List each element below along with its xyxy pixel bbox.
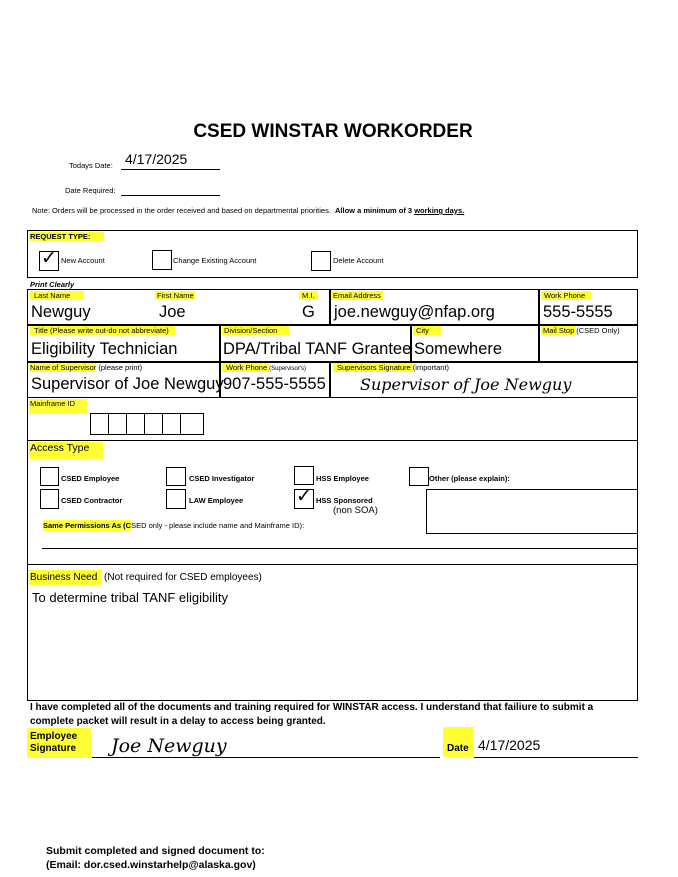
business-need-box [27, 564, 638, 701]
submit-line-1: Submit completed and signed document to: [46, 845, 265, 857]
city-label: City [413, 326, 441, 335]
division-value[interactable]: DPA/Tribal TANF Grantee [223, 340, 412, 358]
new-account-checkbox[interactable] [39, 247, 59, 271]
job-title-label: Title (Please write out-do not abbreviate) [30, 326, 175, 335]
hss-sponsored-sub: (non SOA) [333, 505, 378, 516]
csed-employee-checkbox[interactable] [40, 467, 59, 486]
mainframe-char-1[interactable] [90, 413, 109, 435]
note-text: Note: Orders will be processed in the order received and based on departmental priorities. [32, 206, 331, 215]
supervisor-value[interactable]: Supervisor of Joe Newguy [31, 375, 224, 393]
law-employee-checkbox[interactable] [166, 489, 186, 509]
check-icon: ✓ [41, 247, 57, 269]
check-icon: ✓ [296, 485, 312, 507]
first-name-value[interactable]: Joe [159, 303, 186, 321]
change-account-label: Change Existing Account [173, 256, 257, 265]
form-title: CSED WINSTAR WORKORDER [193, 121, 473, 142]
last-name-label: Last Name [30, 291, 84, 300]
sup-phone-note: (Supervisor's) [269, 366, 306, 372]
email-value[interactable]: joe.newguy@nfap.org [334, 303, 495, 321]
business-need-heading [29, 571, 262, 584]
business-need-label: Business Need [29, 570, 101, 585]
law-employee-label: LAW Employee [189, 496, 244, 505]
mi-value[interactable]: G [302, 303, 315, 321]
todays-date-line [121, 169, 220, 170]
csed-investigator-label: CSED Investigator [189, 474, 255, 483]
employee-sig-label [27, 728, 91, 758]
new-account-label: New Account [61, 256, 105, 265]
access-type-label: Access Type [29, 442, 103, 459]
mailstop-note: (CSED Only) [576, 326, 620, 335]
info-grid-col-phone [538, 289, 540, 361]
email-label: Email Address [333, 291, 381, 300]
mainframe-char-6[interactable] [180, 413, 199, 435]
sup-phone-value[interactable]: 907-555-5555 [223, 375, 326, 393]
print-clearly-label: Print Clearly [30, 280, 75, 289]
info-grid-col-supsig [329, 361, 331, 398]
change-account-checkbox[interactable] [152, 250, 172, 270]
request-type-label: REQUEST TYPE: [29, 232, 104, 241]
employee-sig-label-1: Employee [30, 731, 78, 742]
mainframe-char-7[interactable] [198, 413, 204, 435]
hss-employee-checkbox[interactable] [294, 466, 314, 485]
same-permissions-line[interactable] [42, 548, 638, 549]
hss-employee-label: HSS Employee [316, 474, 369, 483]
supervisor-note: (please print) [98, 363, 143, 372]
sup-sig-note: (important) [412, 363, 450, 372]
mainframe-char-3[interactable] [126, 413, 145, 435]
hss-sponsored-label: HSS Sponsored [316, 496, 373, 505]
work-phone-value[interactable]: 555-5555 [543, 303, 613, 321]
supervisor-signature[interactable]: Supervisor of Joe Newguy [360, 375, 572, 394]
delete-account-checkbox[interactable] [311, 251, 331, 271]
mi-label: M.I. [299, 291, 318, 300]
sup-phone-label: Work Phone [222, 363, 269, 372]
todays-date-label: Todays Date: [69, 161, 113, 170]
business-need-value[interactable]: To determine tribal TANF eligibility [32, 590, 229, 605]
sup-sig-label: Supervisors Signature [333, 363, 413, 372]
csed-investigator-checkbox[interactable] [166, 467, 186, 486]
last-name-value[interactable]: Newguy [31, 303, 91, 321]
csed-contractor-checkbox[interactable] [40, 489, 59, 509]
date-required-label: Date Required: [65, 186, 116, 195]
business-need-note: (Not required for CSED employees) [104, 572, 262, 583]
work-phone-label: Work Phone [541, 291, 591, 300]
date-label: Date [443, 727, 474, 757]
same-permissions-label: Same Permissions As (C [43, 521, 132, 530]
mainframe-char-4[interactable] [144, 413, 163, 435]
signature-date-value[interactable]: 4/17/2025 [478, 737, 541, 753]
certification-text: I have completed all of the documents and training required for WINSTAR access. I understand that failiure to submit a complete packet will result in a delay to access being granted. [30, 702, 594, 727]
note-underline: working days. [414, 206, 465, 215]
request-type-box [27, 230, 638, 278]
mailstop-label: Mail Stop [543, 326, 575, 335]
employee-signature[interactable]: Joe Newguy [111, 735, 227, 757]
city-value[interactable]: Somewhere [414, 340, 503, 358]
division-label: Division/Section [222, 326, 289, 335]
other-explain-box[interactable] [426, 489, 638, 534]
same-permissions-wrap [43, 521, 304, 530]
hss-sponsored-checkbox[interactable] [294, 485, 314, 509]
mailstop-label-wrap [541, 326, 620, 335]
other-checkbox[interactable] [409, 467, 429, 486]
csed-contractor-label: CSED Contractor [61, 496, 123, 505]
date-required-line [121, 195, 220, 196]
supervisor-label: Name of Supervisor [30, 363, 97, 372]
other-label: Other (please explain): [429, 474, 510, 483]
job-title-value[interactable]: Eligibility Technician [31, 340, 178, 358]
todays-date-value[interactable]: 4/17/2025 [125, 151, 188, 167]
mainframe-char-2[interactable] [108, 413, 127, 435]
mainframe-label: Mainframe ID [29, 399, 87, 414]
employee-sig-line [92, 757, 440, 758]
submit-line-2: (Email: dor.csed.winstarhelp@alaska.gov) [46, 859, 256, 871]
sup-phone-label-wrap [222, 363, 306, 374]
mainframe-char-5[interactable] [162, 413, 181, 435]
processing-note [32, 206, 464, 215]
same-permissions-note: SED only - please include name and Mainframe ID): [131, 521, 305, 530]
delete-account-label: Delete Account [333, 256, 384, 265]
date-line [474, 757, 638, 758]
supervisor-label-wrap [30, 363, 142, 372]
note-bold: Allow a minimum of 3 [335, 206, 413, 215]
first-name-label: First Name [157, 291, 194, 300]
sup-sig-label-wrap [333, 363, 449, 372]
employee-sig-label-2: Signature [30, 743, 77, 754]
csed-employee-label: CSED Employee [61, 474, 120, 483]
